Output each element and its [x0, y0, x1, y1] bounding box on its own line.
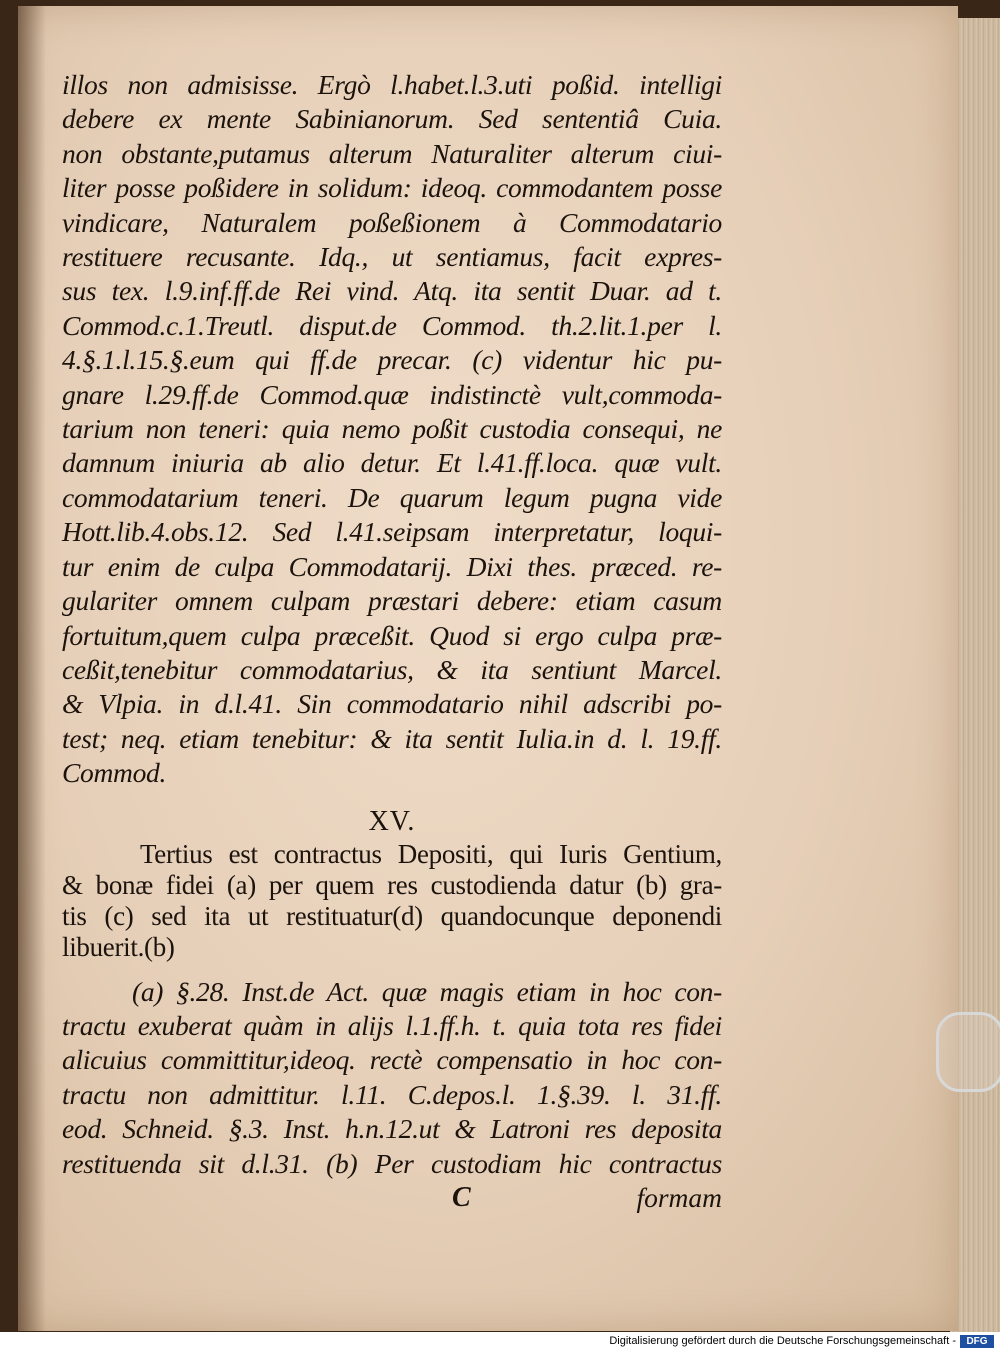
footer-bar	[0, 1332, 1000, 1352]
thesis-line: libuerit.(b)	[62, 931, 175, 962]
thesis-paragraph	[62, 839, 722, 963]
body-line: non obstante,putamus alterum Naturaliter alterum ciui-	[62, 137, 722, 169]
body-line: gnare l.29.ff.de Commod.quæ indistinctè vult,commoda-	[62, 378, 722, 410]
note-line: alicuius committitur,ideoq. rectè compensatio in hoc con-	[62, 1044, 722, 1076]
body-line: tur enim de culpa Commodatarij. Dixi thes. præced. re-	[62, 550, 722, 582]
book-page	[18, 6, 958, 1331]
body-line: sus tex. l.9.inf.ff.de Rei vind. Atq. ita sentit Duar. ad t.	[62, 275, 722, 307]
body-line: vindicare, Naturalem poßeßionem à Commodatario	[62, 206, 722, 238]
thesis-line: tis (c) sed ita ut restituatur(d) quandocunque deponendi	[62, 900, 722, 931]
body-line: liter posse poßidere in solidum: ideoq. commodantem posse	[62, 172, 722, 204]
body-line: Commod.	[62, 757, 167, 789]
thesis-line: Tertius est contractus Depositi, qui Iuris Gentium,	[140, 838, 722, 869]
body-line: 4.§.1.l.15.§.eum qui ff.de precar. (c) videntur hic pu-	[62, 344, 722, 376]
body-line: debere ex mente Sabinianorum. Sed sententiâ Cuia.	[62, 103, 722, 135]
page-gutter-shadow	[18, 6, 46, 1331]
notes-paragraph	[62, 975, 722, 1181]
body-line: tarium non teneri: quia nemo poßit custodia consequi, ne	[62, 413, 722, 445]
body-line: ceßit,tenebitur commodatarius, & ita sentiunt Marcel.	[62, 653, 722, 685]
note-line: tractu non admittitur. l.11. C.depos.l. 1.§.39. l. 31.ff.	[62, 1078, 722, 1110]
body-line: test; neq. etiam tenebitur: & ita sentit Iulia.in d. l. 19.ff.	[62, 722, 722, 754]
body-line: gulariter omnem culpam præstari debere: etiam casum	[62, 585, 722, 617]
body-paragraph	[62, 68, 722, 791]
page-foot-row	[62, 1181, 722, 1215]
catchword: formam	[636, 1181, 722, 1213]
note-line: restituenda sit d.l.31. (b) Per custodiam hic contractus	[62, 1147, 722, 1179]
body-line: Commod.c.1.Treutl. disput.de Commod. th.2.lit.1.per l.	[62, 309, 722, 341]
body-line: fortuitum,quem culpa præceßit. Quod si ergo culpa præ-	[62, 619, 722, 651]
body-line: damnum iniuria ab alio detur. Et l.41.ff.loca. quæ vult.	[62, 447, 722, 479]
body-line: Hott.lib.4.obs.12. Sed l.41.seipsam interpretatur, loqui-	[62, 516, 722, 548]
note-line: tractu exuberat quàm in alijs l.1.ff.h. t. quia tota res fidei	[62, 1009, 722, 1041]
thesis-line: & bonæ fidei (a) per quem res custodienda datur (b) gra-	[62, 869, 722, 900]
dfg-logo: DFG	[960, 1335, 994, 1348]
signature-mark: C	[452, 1181, 471, 1213]
body-line: & Vlpia. in d.l.41. Sin commodatario nihil adscribi po-	[62, 688, 722, 720]
body-line: restituere recusante. Idq., ut sentiamus, facit expres-	[62, 241, 722, 273]
paper-clip	[936, 1012, 1000, 1092]
page-text	[62, 68, 722, 1215]
note-line: eod. Schneid. §.3. Inst. h.n.12.ut & Latroni res deposita	[62, 1113, 722, 1145]
note-line: (a) §.28. Inst.de Act. quæ magis etiam in hoc con-	[132, 975, 722, 1007]
body-line: illos non admisisse. Ergò l.habet.l.3.uti poßid. intelligi	[62, 69, 722, 100]
footer-credit: Digitalisierung gefördert durch die Deutsche Forschungsgemeinschaft -	[609, 1335, 956, 1347]
body-line: commodatarium teneri. De quarum legum pugna vide	[62, 481, 722, 513]
section-heading: XV.	[368, 805, 416, 837]
